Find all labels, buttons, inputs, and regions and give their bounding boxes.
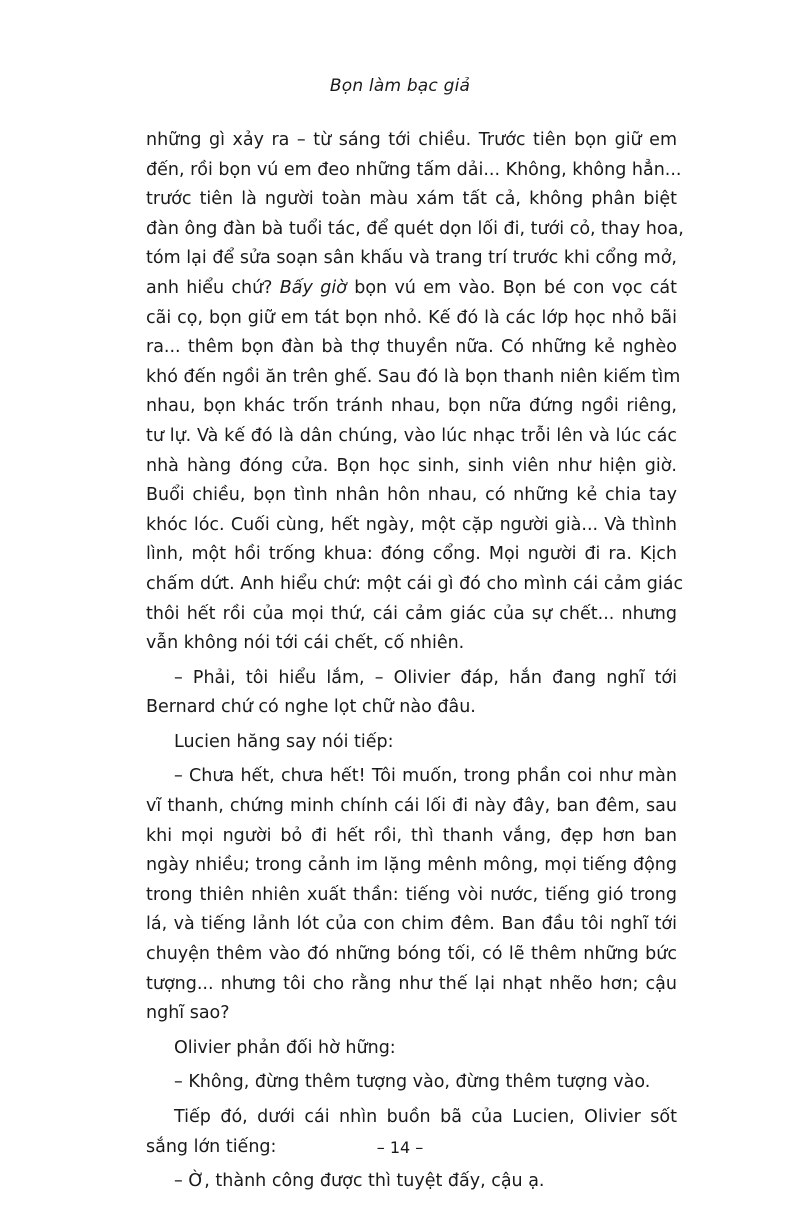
paragraph — [146, 664, 677, 723]
text-line: nhau, bọn khác trốn tránh nhau, bọn nữa đứng ngồi riêng, — [146, 396, 677, 417]
text-line: vĩ thanh, chứng minh chính cái lối đi này đây, ban đêm, sau — [146, 796, 677, 817]
text-line: lá, và tiếng lảnh lót của con chim đêm. Ban đầu tôi nghĩ tới — [146, 914, 677, 935]
text-line: nhà hàng đóng cửa. Bọn học sinh, sinh viên như hiện giờ. — [146, 455, 677, 476]
paragraph — [146, 126, 684, 659]
running-header: Bọn làm bạc giả — [329, 76, 471, 96]
text-line: những gì xảy ra – từ sáng tới chiều. Trước tiên bọn giữ em — [146, 130, 677, 150]
text-line: vẫn không nói tới cái chết, cố nhiên. — [146, 633, 465, 654]
text-line: đàn ông đàn bà tuổi tác, để quét dọn lối đi, tưới cỏ, thay hoa, — [146, 218, 684, 239]
text-line: tóm lại để sửa soạn sân khấu và trang trí trước khi cổng mở, — [146, 248, 677, 269]
text-line: khó đến ngồi ăn trên ghế. Sau đó là bọn thanh niên kiếm tìm — [146, 366, 681, 387]
paragraph — [146, 762, 677, 1028]
paragraph — [146, 1034, 677, 1064]
paragraph — [146, 1068, 677, 1098]
text-line: tượng... nhưng tôi cho rằng như thế lại nhạt nhẽo hơn; cậu — [146, 973, 677, 994]
page-number: – 14 – — [376, 1138, 424, 1157]
text-line: trong thiên nhiên xuất thần: tiếng vòi nước, tiếng gió trong — [146, 884, 677, 905]
text-line: Buổi chiều, bọn tình nhân hôn nhau, có những kẻ chia tay — [146, 485, 677, 506]
emphasis: Bấy giờ — [279, 277, 347, 298]
body-text — [146, 126, 684, 1197]
text-line: – Phải, tôi hiểu lắm, – Olivier đáp, hắn đang nghĩ tới — [174, 667, 677, 688]
text-line: lình, một hồi trống khua: đóng cổng. Mọi người đi ra. Kịch — [146, 544, 677, 565]
text-line: ngày nhiều; trong cảnh im lặng mênh mông, mọi tiếng động — [146, 855, 677, 876]
text-line: đến, rồi bọn vú em đeo những tấm dải... Không, không hẳn... — [146, 159, 682, 180]
text-line: Lucien hăng say nói tiếp: — [174, 731, 394, 752]
text-line: khóc lóc. Cuối cùng, hết ngày, một cặp người già... Và thình — [146, 514, 677, 535]
text-line: – Ờ, thành công được thì tuyệt đấy, cậu ạ. — [174, 1171, 545, 1192]
text-line: chấm dứt. Anh hiểu chứ: một cái gì đó cho mình cái cảm giác — [146, 573, 684, 594]
text-line: trước tiên là người toàn màu xám tất cả, không phân biệt — [146, 189, 677, 210]
text-line: Olivier phản đối hờ hững: — [174, 1037, 396, 1058]
text-line: chuyện thêm vào đó những bóng tối, có lẽ thêm những bức — [146, 944, 677, 965]
text-line: – Không, đừng thêm tượng vào, đừng thêm tượng vào. — [174, 1072, 651, 1093]
text-line: tư lự. Và kế đó là dân chúng, vào lúc nhạc trỗi lên và lúc các — [146, 425, 677, 446]
text-line: anh hiểu chứ? Bấy giờ bọn vú em vào. Bọn bé con vọc cát — [146, 277, 678, 298]
text-line: Tiếp đó, dưới cái nhìn buồn bã của Lucien, Olivier sốt — [174, 1107, 677, 1127]
text-line: ra... thêm bọn đàn bà thợ thuyền nữa. Có những kẻ nghèo — [146, 337, 677, 358]
text-line: nghĩ sao? — [146, 1003, 230, 1024]
paragraph — [146, 1167, 677, 1197]
text-line: – Chưa hết, chưa hết! Tôi muốn, trong phần coi như màn — [174, 766, 677, 787]
text-line: thôi hết rồi của mọi thứ, cái cảm giác của sự chết... nhưng — [146, 603, 677, 624]
text-line: cãi cọ, bọn giữ em tát bọn nhỏ. Kế đó là các lớp học nhỏ bãi — [146, 307, 677, 328]
paragraph — [146, 728, 677, 758]
text-line: Bernard chứ có nghe lọt chữ nào đâu. — [146, 697, 476, 718]
text-line: sắng lớn tiếng: — [146, 1136, 277, 1157]
text-line: khi mọi người bỏ đi hết rồi, thì thanh vắng, đẹp hơn ban — [146, 825, 677, 846]
